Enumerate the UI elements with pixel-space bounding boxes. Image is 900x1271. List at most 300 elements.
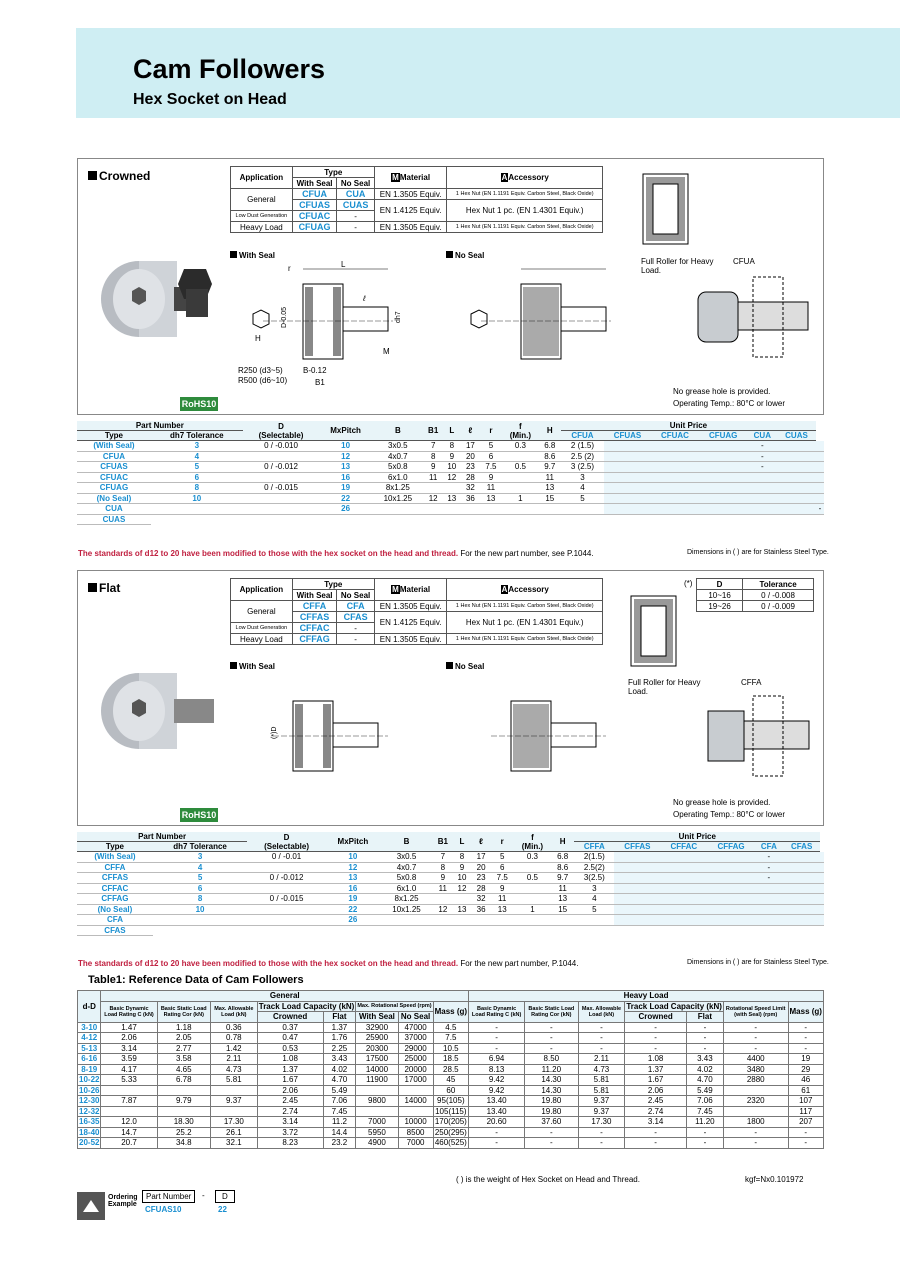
- table-cell: 8: [452, 852, 471, 863]
- table-cell: 25000: [398, 1054, 433, 1065]
- flat-panel: [77, 570, 824, 826]
- table-cell: 7.45: [686, 1106, 723, 1117]
- table-cell: 5950: [356, 1127, 398, 1138]
- table-cell: 8.6: [551, 862, 574, 873]
- table-cell: 11: [491, 894, 514, 905]
- table-cell: 6.94: [469, 1054, 525, 1065]
- table-cell: [574, 915, 614, 926]
- table-cell: -: [723, 1033, 788, 1044]
- svg-text:dh7: dh7: [395, 311, 402, 323]
- flat-no-seal-label: No Seal: [446, 662, 484, 671]
- ordering-label: Ordering Example: [108, 1194, 138, 1208]
- table-cell: 1: [502, 493, 538, 504]
- table-cell: 14.30: [525, 1075, 578, 1086]
- table-cell: 7: [424, 441, 443, 452]
- unit-price-cell[interactable]: [660, 873, 707, 884]
- unit-price-cell[interactable]: [820, 852, 824, 863]
- unit-price-cell[interactable]: [604, 472, 651, 483]
- table-cell: 17.30: [210, 1117, 257, 1128]
- table-cell: 250(295): [434, 1127, 467, 1137]
- table-cell: -: [469, 1138, 525, 1149]
- table-cell: -: [578, 1127, 625, 1138]
- table-cell: 6.8: [551, 852, 574, 863]
- unit-price-cell[interactable]: -: [748, 462, 778, 473]
- table-cell: 1: [514, 904, 551, 915]
- unit-price-cell[interactable]: [614, 915, 660, 926]
- unit-price-cell[interactable]: [755, 904, 783, 915]
- table-cell: 60: [433, 1085, 468, 1096]
- unit-price-cell[interactable]: [660, 915, 707, 926]
- table-cell: 8: [433, 862, 452, 873]
- table-cell: 1.37: [257, 1064, 323, 1075]
- unit-price-cell[interactable]: [707, 883, 755, 894]
- crowned-section-title: Crowned: [88, 169, 150, 183]
- unit-price-cell[interactable]: [604, 462, 651, 473]
- unit-price-cell[interactable]: [816, 493, 824, 504]
- table-cell: 10.5: [433, 1043, 468, 1054]
- reference-data-table: d-D General Heavy Load Basic Dynamic Load Rating C (kN) Basic Static Load Rating Cor (kN) Max. Allowable Load (kN) Track Load Capacity (kN) Max. Rotational Speed (rpm) Mass (g) Basic Dynamic Load Rating C (kN) Basic Static Load Rating Cor (kN) Max. Allowable Load (kN) Track Load Capacity (kN) Rotational Speed Limit (with Seal) (rpm) Mass (g) Crowned Flat With Seal No Seal Crowned Flat 3-10 1.47 1.18 0.36 0.37 1.37 32900 47000 4.5 - - - - - - - 4-12 2.06 2.05 0.78 0.47 1.76 25900 37000 7.5 - - - - - - - 5-13 3.14 2.77 1.42 0.53 2.25 20300 29000 10.5 - - - - - - - 6-16 3.59 3.58 2.11 1.08 3.43 17500 25000 18.5 6.94 8.50 2.11 1.08 3.43 4400 19 8-19 4.17 4.65 4.73 1.37 4.02 14000 20000 28.5 8.13 11.20 4.73 1.37 4.02 3480 29 10-22 5.33 6.78 5.81 1.67 4.70 11900 17000 45 9.42 14.30 5.81 1.67 4.70 2880 46 10-26 2.06 5.49 60 9.42 14.30 5.81 2.06 5.49 61 12-30 7.87 9.79 9.37 2.45 7.06 9800 14000 95(105) 13.40 19.80 9.37 2.45 7.06 2320 107 12-32 2.74 7.45 105(115) 13.40 19.80 9.37 2.74 7.45 117 16-35 12.0 18.30 17.30 3.14 11.2 7000 10000 170(205) 20.60 37.60 17.30 3.14 11.20 1800 207 18-40 14.7 25.2 26.1 3.72 14.4 5950 8500 250(295) - - - - - - - 20-52 20.7 34.8 32.1 8.23 23.2 4900 7000 460(525) - - - - - - -: [79, 991, 822, 1148]
- table-cell: 10: [442, 462, 461, 473]
- table-cell: [157, 1085, 210, 1096]
- table-cell: 9.7: [551, 873, 574, 884]
- unit-price-cell[interactable]: [614, 894, 660, 905]
- table-cell: 1.67: [625, 1075, 687, 1086]
- ordering-d-box: D: [215, 1190, 235, 1203]
- svg-text:H: H: [255, 334, 261, 343]
- unit-price-cell[interactable]: [660, 852, 707, 863]
- table-row: [77, 894, 824, 905]
- unit-price-cell[interactable]: [614, 852, 660, 863]
- unit-price-cell[interactable]: [777, 451, 816, 462]
- table-cell: 23: [472, 873, 491, 884]
- table-cell: CFFAG: [77, 894, 153, 905]
- unit-price-cell[interactable]: [783, 894, 820, 905]
- ordering-pn-box: Part Number: [142, 1190, 195, 1203]
- unit-price-cell[interactable]: [777, 472, 816, 483]
- unit-price-cell[interactable]: [755, 883, 783, 894]
- table-cell: [243, 493, 320, 504]
- table-cell: [247, 915, 326, 926]
- table-cell: 3x0.5: [372, 441, 424, 452]
- unit-price-cell[interactable]: [820, 915, 824, 926]
- table-cell: 6.78: [157, 1075, 210, 1086]
- table-cell: -: [525, 1022, 578, 1033]
- unit-price-cell[interactable]: [755, 915, 783, 926]
- unit-price-cell[interactable]: [604, 483, 651, 494]
- table-cell: [442, 504, 461, 515]
- unit-price-cell[interactable]: [651, 472, 699, 483]
- table-cell: 36: [472, 904, 491, 915]
- ordering-example-d: 22: [218, 1205, 227, 1214]
- table-cell: 10: [319, 441, 371, 452]
- unit-price-cell[interactable]: [783, 862, 820, 873]
- table-cell: 20: [472, 862, 491, 873]
- svg-text:ℓ: ℓ: [363, 294, 366, 303]
- unit-price-cell[interactable]: [651, 483, 699, 494]
- table-cell: 29000: [398, 1043, 433, 1054]
- table-cell: 20.7: [101, 1138, 157, 1149]
- unit-price-cell[interactable]: [699, 472, 748, 483]
- table-cell: 45: [433, 1075, 468, 1086]
- table-cell: [502, 483, 538, 494]
- table-cell: 12: [452, 883, 471, 894]
- unit-price-cell[interactable]: [604, 493, 651, 504]
- table-cell: 11.20: [686, 1117, 723, 1128]
- table-cell: 3-10: [78, 1022, 101, 1033]
- unit-price-cell[interactable]: [614, 873, 660, 884]
- table-cell: 0 / -0.012: [243, 462, 320, 473]
- unit-price-cell[interactable]: [651, 493, 699, 504]
- table-cell: 13.40: [469, 1106, 525, 1117]
- unit-price-cell[interactable]: [699, 493, 748, 504]
- unit-price-cell[interactable]: [660, 904, 707, 915]
- table-cell: 12: [442, 472, 461, 483]
- table-cell: 0.47: [257, 1033, 323, 1044]
- table-cell: -: [788, 1022, 824, 1033]
- table-cell: 32: [472, 894, 491, 905]
- unit-price-cell[interactable]: [651, 451, 699, 462]
- unit-price-cell[interactable]: -: [755, 873, 783, 884]
- table-cell: 5.49: [686, 1085, 723, 1096]
- table-cell: 6: [153, 883, 247, 894]
- table-cell: -: [525, 1033, 578, 1044]
- table-cell: 25.2: [157, 1127, 210, 1138]
- table-cell: 9: [491, 883, 514, 894]
- table-cell: 3 (2.5): [561, 462, 604, 473]
- unit-price-cell[interactable]: [783, 852, 820, 863]
- table-cell: 11: [551, 883, 574, 894]
- unit-price-cell[interactable]: [820, 883, 824, 894]
- table-cell: 0.5: [502, 462, 538, 473]
- table-cell: 3.14: [101, 1043, 157, 1054]
- unit-price-cell[interactable]: [707, 852, 755, 863]
- table-cell: [372, 504, 424, 515]
- table-row: [78, 1085, 824, 1096]
- unit-price-cell[interactable]: [777, 493, 816, 504]
- table-cell: 12: [433, 904, 452, 915]
- table-cell: 29: [788, 1064, 824, 1075]
- crowned-no-seal-drawing: [451, 259, 651, 389]
- table-row: [77, 862, 824, 873]
- unit-price-cell[interactable]: [651, 462, 699, 473]
- table-cell: [480, 504, 502, 515]
- table-cell: 28.5: [433, 1064, 468, 1075]
- unit-price-cell[interactable]: [783, 873, 820, 884]
- table-cell: 19: [319, 483, 371, 494]
- table-cell: -: [578, 1043, 625, 1054]
- unit-price-cell[interactable]: [699, 483, 748, 494]
- crowned-panel: [77, 158, 824, 415]
- table-cell: 13: [319, 462, 371, 473]
- table-cell: 26.1: [210, 1127, 257, 1138]
- table-cell: CFFA: [77, 862, 153, 873]
- table-cell: 170(205): [434, 1117, 467, 1127]
- table-cell: 7000: [398, 1138, 433, 1149]
- table-cell: 3(2.5): [574, 873, 614, 884]
- table-cell: 2.25: [323, 1043, 356, 1054]
- table-cell: 117: [788, 1106, 824, 1117]
- unit-price-cell[interactable]: [783, 883, 820, 894]
- unit-price-cell[interactable]: [651, 441, 699, 452]
- table-cell: 8: [424, 451, 443, 462]
- table-cell: -: [723, 1127, 788, 1138]
- table-row: [77, 472, 824, 483]
- unit-price-cell[interactable]: [820, 904, 824, 915]
- table-cell: 8.50: [525, 1054, 578, 1065]
- reference-table-title: Table1: Reference Data of Cam Followers: [88, 974, 304, 986]
- table-row: [78, 1117, 824, 1128]
- table-row: [77, 462, 824, 473]
- table-cell: 12: [319, 451, 371, 462]
- unit-price-cell[interactable]: [748, 483, 778, 494]
- unit-price-cell[interactable]: [651, 504, 699, 515]
- table-cell: 17500: [356, 1054, 398, 1065]
- unit-price-cell[interactable]: [777, 441, 816, 452]
- unit-price-cell[interactable]: [783, 915, 820, 926]
- table-cell: [247, 904, 326, 915]
- unit-price-cell[interactable]: [748, 472, 778, 483]
- table-cell: 8: [442, 441, 461, 452]
- page-header: [76, 28, 900, 118]
- table-cell: 3.43: [686, 1054, 723, 1065]
- unit-price-cell[interactable]: [748, 504, 778, 515]
- crowned-with-seal-drawing: [233, 259, 433, 389]
- unit-price-cell[interactable]: -: [748, 441, 778, 452]
- table-cell: 2.5(2): [574, 862, 614, 873]
- table-row: [78, 1022, 824, 1033]
- table-cell: [380, 915, 433, 926]
- table-cell: 5: [574, 904, 614, 915]
- unit-price-cell[interactable]: -: [816, 504, 824, 515]
- unit-price-cell[interactable]: [614, 862, 660, 873]
- crowned-spec-table: Application Type MMaterial AAccessory With Seal No Seal General CFUA CUA EN 1.3505 Equiv. 1 Hex Nut (EN 1.1191 Equiv. Carbon Steel, Black Oxide) CFUAS CUAS EN 1.4125 Equiv. Hex Nut 1 pc. (EN 1.4301 Equiv.) Low Dust Generation CFUAC - Heavy Load CFUAG - EN 1.3505 Equiv. 1 Hex Nut (EN 1.1191 Equiv. Carbon Steel, Black Oxide): [230, 166, 603, 233]
- table-cell: 6.8: [539, 441, 561, 452]
- table-cell: 4400: [723, 1054, 788, 1065]
- page-subtitle: Hex Socket on Head: [133, 91, 287, 108]
- table-cell: 4.02: [686, 1064, 723, 1075]
- table-cell: 9.79: [157, 1096, 210, 1107]
- table-cell: 5x0.8: [372, 462, 424, 473]
- table-cell: 0.36: [210, 1022, 257, 1033]
- table-cell: [472, 915, 491, 926]
- unit-price-cell[interactable]: [777, 462, 816, 473]
- table-cell: 4x0.7: [372, 451, 424, 462]
- unit-price-cell[interactable]: [707, 894, 755, 905]
- table-cell: [514, 894, 551, 905]
- table-cell: -: [578, 1033, 625, 1044]
- unit-price-cell[interactable]: [614, 883, 660, 894]
- table-cell: CFUAG: [77, 483, 151, 494]
- table-cell: 3: [574, 883, 614, 894]
- table-cell: 11: [433, 883, 452, 894]
- table-row: [77, 904, 824, 915]
- table-cell: 5.33: [101, 1075, 157, 1086]
- unit-price-cell[interactable]: [614, 904, 660, 915]
- table-cell: [101, 1085, 157, 1096]
- unit-price-cell[interactable]: -: [748, 451, 778, 462]
- table-cell: 10: [151, 493, 243, 504]
- table-cell: 34.8: [157, 1138, 210, 1149]
- table-cell: 5-13: [78, 1043, 101, 1054]
- table-cell: [502, 504, 538, 515]
- table-cell: 2.45: [625, 1096, 687, 1107]
- table-cell: 11.2: [323, 1117, 356, 1128]
- table-cell: 13: [326, 873, 380, 884]
- table-cell: 10x1.25: [372, 493, 424, 504]
- table-cell: 12-32: [79, 1106, 100, 1116]
- table-cell: 32.1: [210, 1138, 257, 1149]
- table-cell: -: [578, 1022, 625, 1033]
- table-cell: [723, 1085, 788, 1096]
- flat-product-photo: [94, 661, 224, 751]
- unit-price-cell[interactable]: [755, 894, 783, 905]
- unit-price-cell[interactable]: -: [755, 862, 783, 873]
- table-cell: 2.06: [101, 1033, 157, 1044]
- unit-price-cell[interactable]: [820, 873, 824, 884]
- table-row: [78, 1106, 824, 1117]
- table-cell: 46: [788, 1075, 824, 1086]
- table-cell: 10x1.25: [380, 904, 433, 915]
- table-cell: 25900: [356, 1033, 398, 1044]
- unit-price-cell[interactable]: [816, 483, 824, 494]
- unit-price-cell[interactable]: [748, 493, 778, 504]
- table-cell: 11: [480, 483, 502, 494]
- table-cell: 23: [461, 462, 480, 473]
- unit-price-cell[interactable]: [660, 883, 707, 894]
- table-cell: 2.06: [625, 1085, 687, 1096]
- table-cell: 18-40: [79, 1127, 100, 1137]
- table-cell: 4: [153, 862, 247, 873]
- tol-star: (*): [684, 579, 693, 588]
- unit-price-cell[interactable]: [699, 441, 748, 452]
- unit-price-cell[interactable]: [604, 451, 651, 462]
- unit-price-cell[interactable]: [816, 441, 824, 452]
- full-roller-section-drawing: [633, 169, 708, 249]
- table-cell: -: [625, 1033, 687, 1044]
- table-cell: 12: [326, 862, 380, 873]
- unit-price-cell[interactable]: [707, 915, 755, 926]
- table-cell: -: [525, 1127, 578, 1138]
- unit-price-cell[interactable]: [699, 504, 748, 515]
- table-cell: 3: [153, 852, 247, 863]
- table-cell: 1.42: [210, 1043, 257, 1054]
- crowned-product-photo: [94, 249, 224, 339]
- table-cell: -: [723, 1138, 788, 1149]
- table-cell: 3.72: [257, 1127, 323, 1138]
- table-cell: [157, 1106, 210, 1117]
- table-cell: 0.5: [514, 873, 551, 884]
- unit-price-cell[interactable]: [660, 862, 707, 873]
- table-cell: [151, 504, 243, 515]
- flat-with-seal-drawing: [233, 671, 433, 811]
- unit-price-cell[interactable]: [707, 904, 755, 915]
- table-cell: (No Seal): [77, 904, 153, 915]
- page-title: Cam Followers: [133, 54, 326, 84]
- flat-tolerance-table: D Tolerance 10~16 0 / -0.008 19~26 0 / -0.009: [696, 578, 814, 612]
- table-cell: -: [788, 1127, 824, 1138]
- table-cell: 22: [319, 493, 371, 504]
- table-cell: [514, 883, 551, 894]
- table-cell: 3.14: [625, 1117, 687, 1128]
- table-cell: [502, 472, 538, 483]
- table-cell: 11: [424, 472, 443, 483]
- unit-price-cell[interactable]: [816, 462, 824, 473]
- table-cell: 28: [461, 472, 480, 483]
- unit-price-cell[interactable]: [820, 894, 824, 905]
- unit-price-cell[interactable]: [699, 451, 748, 462]
- table-cell: -: [788, 1138, 824, 1149]
- unit-price-cell[interactable]: -: [755, 852, 783, 863]
- table-cell: 13: [491, 904, 514, 915]
- table-cell: CFUAS: [77, 462, 151, 473]
- unit-price-cell[interactable]: [820, 862, 824, 873]
- table-cell: 2320: [723, 1096, 788, 1107]
- unit-price-cell[interactable]: [604, 504, 651, 515]
- table-cell: 4.70: [686, 1075, 723, 1086]
- crowned-mounting-drawing: [688, 267, 818, 375]
- table-cell: 95(105): [433, 1096, 468, 1107]
- table-cell: [398, 1085, 433, 1096]
- crowned-temp-note: Operating Temp.: 80°C or lower: [673, 399, 785, 408]
- table-cell: 16-35: [79, 1117, 100, 1127]
- table-cell: [452, 894, 471, 905]
- no-seal-label: No Seal: [446, 251, 484, 260]
- table-cell: 1.47: [101, 1022, 157, 1033]
- unit-price-cell[interactable]: [816, 451, 824, 462]
- unit-price-cell[interactable]: [777, 504, 816, 515]
- table-cell: 37000: [398, 1033, 433, 1044]
- ordering-icon: [77, 1192, 105, 1220]
- table-cell: [243, 504, 320, 515]
- table-cell: 1.18: [157, 1022, 210, 1033]
- flat-dim-note: Dimensions in ( ) are for Stainless Steel Type.: [687, 959, 829, 966]
- unit-price-cell[interactable]: [699, 462, 748, 473]
- table-cell: -: [469, 1127, 525, 1138]
- table-cell: 9.37: [210, 1096, 257, 1107]
- table-cell: CFFAC: [77, 883, 153, 894]
- unit-price-cell[interactable]: [707, 873, 755, 884]
- table-cell: 1.67: [257, 1075, 323, 1086]
- full-roller-note: Full Roller for Heavy Load.: [641, 257, 714, 275]
- unit-price-cell[interactable]: [783, 904, 820, 915]
- table-cell: 19.80: [525, 1096, 578, 1107]
- svg-text:L: L: [341, 260, 346, 269]
- unit-price-cell[interactable]: [707, 862, 755, 873]
- table-cell: (With Seal): [77, 441, 151, 452]
- table-cell: 4900: [356, 1138, 398, 1149]
- table-cell: [539, 504, 561, 515]
- unit-price-cell[interactable]: [660, 894, 707, 905]
- table-cell: 2 (1.5): [561, 441, 604, 452]
- svg-text:R250 (d3~5): R250 (d3~5): [238, 366, 283, 375]
- table-cell: CFA: [77, 915, 153, 926]
- table-row: [77, 883, 824, 894]
- table-cell: 10000: [398, 1117, 433, 1128]
- table-cell: -: [686, 1127, 723, 1138]
- table-cell: (No Seal): [77, 493, 151, 504]
- table-cell: 11900: [356, 1075, 398, 1086]
- table-cell: CFUA: [77, 451, 151, 462]
- table-cell: 2.11: [210, 1054, 257, 1065]
- cffa-model-label: CFFA: [741, 678, 762, 687]
- unit-price-cell[interactable]: [604, 441, 651, 452]
- unit-price-cell[interactable]: [777, 483, 816, 494]
- table-cell: 19.80: [525, 1106, 578, 1117]
- table-cell: 9.37: [578, 1096, 625, 1107]
- table-cell: 2(1.5): [574, 852, 614, 863]
- unit-price-cell[interactable]: [816, 472, 824, 483]
- table-cell: 2.5 (2): [561, 451, 604, 462]
